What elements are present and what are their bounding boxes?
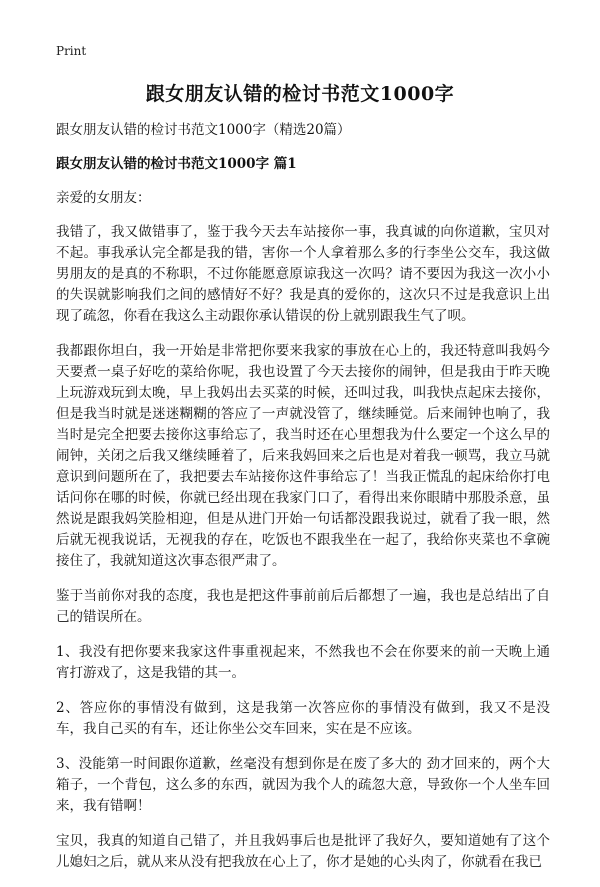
document-title: 跟女朋友认错的检讨书范文1000字 — [145, 83, 455, 105]
paragraph-2: 我都跟你坦白，我一开始是非常把你要来我家的事放在心上的，我还特意叫我妈今天要煮一桌子好吃的菜给你呢，我也设置了今天去接你的闹钟，但是我由于昨天晚上玩游戏玩到太晚，早上我妈出去买菜的时候，还叫过我，叫我快点起床去接你，但是我当时就是迷迷糊糊的答应了一声就没管了，继续睡觉。后来闹钟也响了，我当时是完全把要去接你这事给忘了，我当时还在心里想我为什么要定一个这么早的闹钟，关闭之后我又继续睡着了，后来我妈回来之后也是对着我一顿骂，我立马就意识到问题所在了，我把要去车站接你这件事给忘了！当我正慌乱的起床给你打电话问你在哪的时候，你就已经出现在我家门口了，看得出来你眼睛中那股杀意，虽然说是跟我妈笑脸相迎，但是从进门开始一句话都没跟我说过，就看了我一眼，然后就无视我说话，无视我的存在，吃饭也不跟我坐在一起了，我给你夹菜也不拿碗接住了，我就知道这次事态很严肃了。 — [56, 343, 550, 569]
section-heading: 跟女朋友认错的检讨书范文1000字 篇1 — [56, 156, 297, 172]
paragraph-6: 3、没能第一时间跟你道歉，丝毫没有想到你是在废了多大的 劲才回来的，两个大箱子，一个背包，这么多的东西，就因为我个人的疏忽大意，导致你一个人坐车回来，我有错啊！ — [56, 756, 550, 814]
letter-greeting: 亲爱的女朋友： — [56, 190, 151, 206]
document-subtitle: 跟女朋友认错的检讨书范文1000字（精选20篇） — [56, 122, 351, 138]
paragraph-1: 我错了，我又做错事了，鉴于我今天去车站接你一事，我真诚的向你道歉，宝贝对不起。事我承认完全都是我的错，害你一个人拿着那么多的行李坐公交车，我这做男朋友的是真的不称职，不过你能愿意原谅我这一次吗？请不要因为我这一次小小的失误就影响我们之间的感情好不好？我是真的爱你的，这次只不过是我意识上出现了疏忽，你看在我这么主动跟你承认错误的份上就别跟我生气了呗。 — [56, 224, 550, 324]
document-body — [56, 120, 550, 887]
paragraph-4: 1、我没有把你要来我家这件事重视起来，不然我也不会在你要来的前一天晚上通宵打游戏了，这是我错的其一。 — [56, 644, 550, 681]
print-label: Print — [56, 44, 87, 58]
paragraph-7: 宝贝，我真的知道自己错了，并且我妈事后也是批评了我好久，要知道她有了这个儿媳妇之后，就从来从没有把我放在心上了，你才是她的心头肉了，你就看在我已 — [56, 833, 550, 870]
paragraph-3: 鉴于当前你对我的态度，我也是把这件事前前后后都想了一遍，我也是总结出了自己的错误所在。 — [56, 588, 550, 625]
paragraph-5: 2、答应你的事情没有做到，这是我第一次答应你的事情没有做到，我又不是没车，我自己买的有车，还让你坐公交车回来，实在是不应该。 — [56, 700, 550, 737]
